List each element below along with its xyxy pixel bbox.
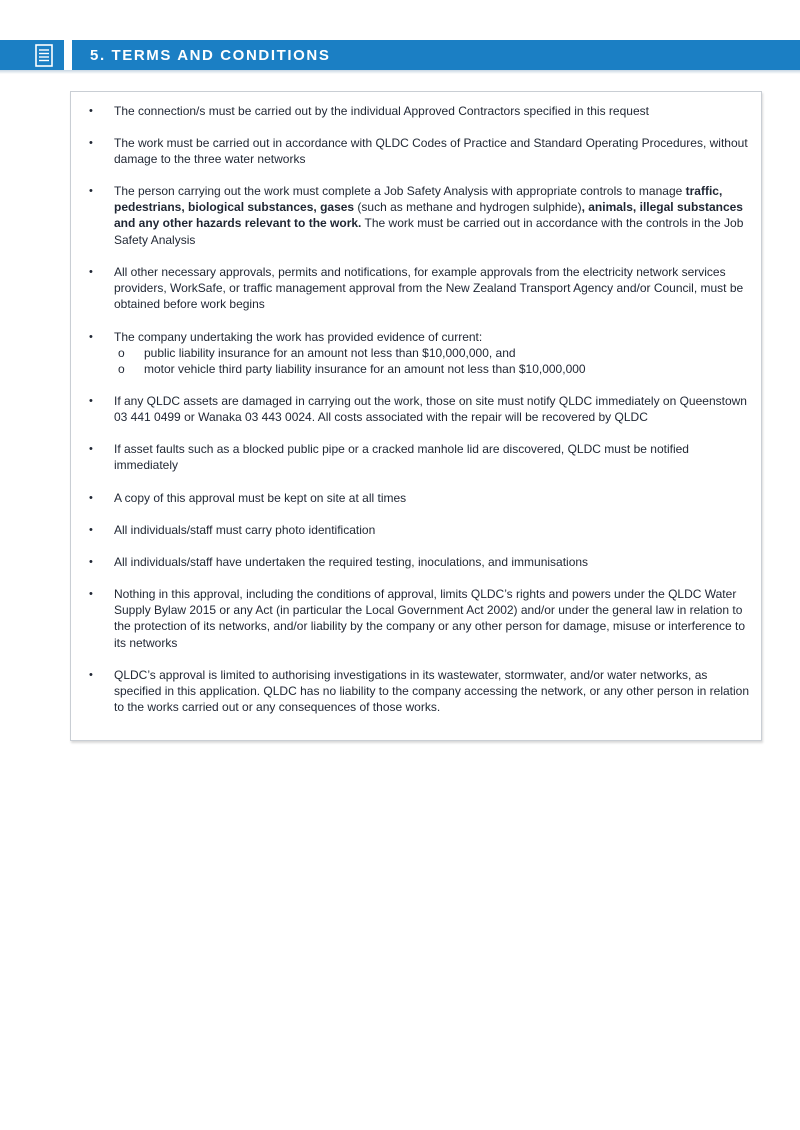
section-title: 5. TERMS AND CONDITIONS (90, 47, 331, 64)
term-text: A copy of this approval must be kept on site at all times (114, 491, 407, 505)
bullet: • (89, 185, 93, 197)
term-text: The work must be carried out in accordance with QLDC Codes of Practice and Standard Operating Procedures, without damage to the three water networks (114, 136, 748, 167)
bullet: • (89, 443, 93, 455)
sub-marker: o (118, 346, 125, 360)
sub-text: motor vehicle third party liability insurance for an amount not less than $10,000,000 (144, 362, 586, 376)
term-text: QLDC’s approval is limited to authorising investigations in its wastewater, stormwater, and/or water networks, as specified in this application. QLDC has no liability to the company accessing the network, or any other person in relation to the works carried out or any consequences of those works. (114, 668, 750, 715)
header-shadow (0, 70, 800, 74)
term-text: The connection/s must be carried out by the individual Approved Contractors specified in this request (114, 104, 649, 118)
sub-marker: o (118, 362, 125, 376)
section-icon-box (0, 40, 64, 70)
bullet: • (89, 588, 93, 600)
bullet: • (89, 492, 93, 504)
term-text: The company undertaking the work has provided evidence of current: (114, 330, 483, 344)
term-segment-bold: traffic, pedestrians, biological substances, gases (114, 184, 723, 215)
bullet: • (89, 669, 93, 681)
term-text: If asset faults such as a blocked public pipe or a cracked manhole lid are discovered, QLDC must be notified immediately (114, 442, 689, 473)
term-segment-bold: , animals, illegal substances and any other hazards relevant to the work. (114, 200, 743, 231)
bullet: • (89, 137, 93, 149)
term-text (114, 183, 750, 248)
term-text: Nothing in this approval, including the conditions of approval, limits QLDC’s rights and powers under the QLDC Water Supply Bylaw 2015 or any Act (in particular the Local Government Act 2002) and/or under the general law in relation to the protection of its networks, and/or liability by the company or any other person for damage, misuse or interference to its networks (114, 587, 745, 650)
term-segment: The work must be carried out in accordance with the controls in the Job Safety Analysis (114, 216, 744, 247)
document-list-icon (35, 44, 53, 67)
terms-panel (70, 91, 762, 741)
bullet: • (89, 105, 93, 117)
term-segment: (such as methane and hydrogen sulphide) (354, 200, 582, 215)
term-text: All other necessary approvals, permits and notifications, for example approvals from the electricity network services providers, WorkSafe, or traffic management approval from the New Zealand Transport Agency and/or Council, must be obtained before work begins (114, 265, 744, 312)
term-text: All individuals/staff must carry photo identification (114, 523, 376, 537)
term-segment: The person carrying out the work must complete a Job Safety Analysis with appropriate controls to manage (114, 184, 686, 198)
bullet: • (89, 331, 93, 343)
bullet: • (89, 556, 93, 568)
bullet: • (89, 266, 93, 278)
bullet: • (89, 524, 93, 536)
sub-text: public liability insurance for an amount not less than $10,000,000, and (144, 346, 516, 360)
term-text: If any QLDC assets are damaged in carrying out the work, those on site must notify QLDC immediately on Queenstown 03 441 0499 or Wanaka 03 443 0024. All costs associated with the repair will be recovered by QLDC (114, 394, 747, 425)
section-header (72, 40, 800, 70)
bullet: • (89, 395, 93, 407)
term-text: All individuals/staff have undertaken the required testing, inoculations, and immunisations (114, 555, 589, 569)
